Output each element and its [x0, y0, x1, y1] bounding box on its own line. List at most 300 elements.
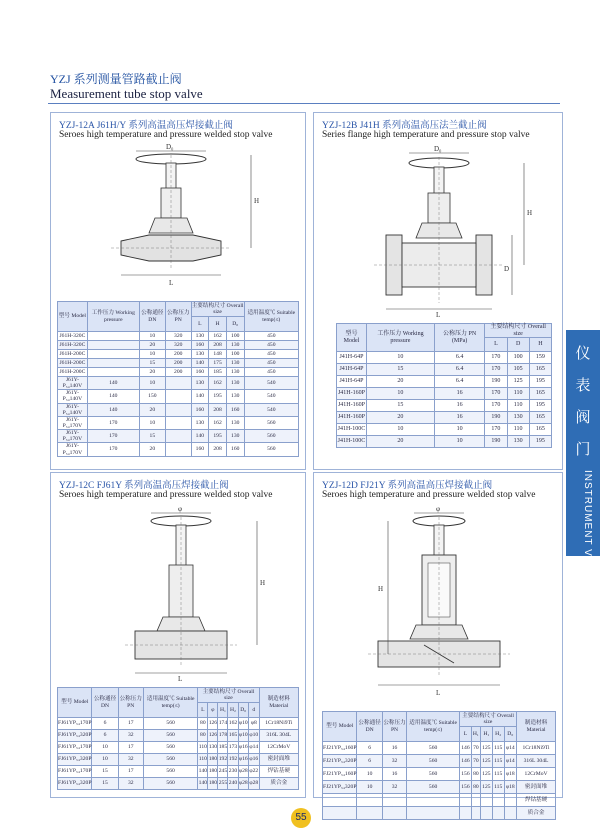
table-cell: 10 — [366, 388, 434, 400]
table-row — [58, 766, 299, 778]
table-cell: 125 — [480, 742, 492, 755]
dim-d0: D₀ — [434, 145, 442, 153]
table-cell — [87, 350, 139, 359]
table-row — [323, 781, 556, 794]
table-cell: 170 — [87, 430, 139, 443]
table-cell: 160 — [191, 341, 209, 350]
table-cell: 320 — [165, 332, 191, 341]
dim-l: L — [436, 311, 441, 318]
table-cell — [459, 807, 471, 820]
table-cell: 15 — [92, 778, 118, 790]
table-cell: 208 — [209, 341, 227, 350]
table-cell: 146 — [459, 755, 471, 768]
table-cell: J61Y-P₅₄170V — [58, 416, 88, 429]
table-cell — [407, 807, 460, 820]
table-cell — [357, 794, 382, 807]
table-cell: 140 — [198, 778, 208, 790]
table-cell: 130 — [226, 390, 244, 403]
col-d: D — [507, 338, 529, 352]
side-tab-label-en: INSTRUMENT VALVES — [582, 470, 593, 593]
table-cell: 10 — [92, 742, 118, 754]
table-cell: J61H-200C — [58, 359, 88, 368]
table-header-cell: D₀ — [504, 727, 517, 742]
table-cell: 560 — [143, 778, 197, 790]
table-cell — [471, 807, 480, 820]
table-cell — [323, 794, 357, 807]
table-cell: FJ21YP₅₄320P — [323, 781, 357, 794]
table-cell: 16 — [382, 742, 406, 755]
col-dn: 公称通径 DN — [357, 712, 382, 742]
table-row — [337, 388, 552, 400]
table-cell: 130 — [226, 359, 244, 368]
table-cell: 160 — [191, 443, 209, 456]
table-cell: 170 — [485, 352, 507, 364]
table-cell: 10 — [366, 424, 434, 436]
table-cell: 32 — [118, 730, 143, 742]
table-cell: φ8 — [249, 718, 260, 730]
table-cell: 195 — [529, 376, 551, 388]
table-cell: 208 — [209, 443, 227, 456]
table-cell — [492, 794, 504, 807]
table-cell: FJ61YP₅₄170P — [58, 742, 92, 754]
table-row — [337, 424, 552, 436]
table-row — [58, 332, 299, 341]
side-tab-char: 门 — [575, 440, 591, 458]
col-model: 型号 Model — [337, 324, 367, 352]
table-cell: 80 — [198, 718, 208, 730]
table-cell: 560 — [143, 730, 197, 742]
table-cell: 32 — [118, 754, 143, 766]
table-cell — [480, 794, 492, 807]
col-overall-size: 主要结构尺寸 Overall size — [198, 688, 259, 703]
table-cell: 6 — [357, 755, 382, 768]
table-cell — [87, 332, 139, 341]
table-cell: 质合金 — [517, 807, 556, 820]
table-cell — [357, 807, 382, 820]
table-cell: 17 — [118, 742, 143, 754]
flange-valve-drawing — [364, 143, 544, 318]
table-row — [58, 778, 299, 790]
table-cell: 160 — [191, 403, 209, 416]
table-cell: 316L 304L — [517, 755, 556, 768]
table-cell: φ16 — [249, 754, 260, 766]
table-cell: φ14 — [249, 742, 260, 754]
table-row — [337, 376, 552, 388]
table-cell: 20 — [366, 376, 434, 388]
table-cell: 255 — [218, 778, 228, 790]
table-cell: J41H-64P — [337, 352, 367, 364]
table-cell: 125 — [480, 755, 492, 768]
table-header-cell: L — [198, 703, 208, 718]
table-cell: 15 — [139, 430, 165, 443]
col-pn: 公称压力 PN — [165, 302, 191, 332]
col-pn: 公称压力 PN — [382, 712, 406, 742]
table-cell: 105 — [507, 364, 529, 376]
table-cell: J41H-160P — [337, 400, 367, 412]
table-row — [58, 377, 299, 390]
table-cell: 165 — [529, 412, 551, 424]
table-row — [323, 742, 556, 755]
table-cell: 156 — [459, 768, 471, 781]
table-cell: 6.4 — [434, 352, 484, 364]
table-cell: 195 — [529, 400, 551, 412]
table-cell: 200 — [165, 368, 191, 377]
table-row — [58, 302, 299, 317]
table-row — [323, 768, 556, 781]
col-working-pressure: 工作压力 Working pressure — [366, 324, 434, 352]
table-cell: 32 — [382, 755, 406, 768]
welded-stop-valve-drawing — [121, 505, 281, 683]
table-cell — [87, 359, 139, 368]
table-cell: 200 — [165, 359, 191, 368]
table-cell: J61H-200C — [58, 350, 88, 359]
table-cell: φ10 — [238, 730, 249, 742]
table-cell: 175 — [209, 359, 227, 368]
table-cell: 560 — [143, 742, 197, 754]
table-cell: 130 — [208, 742, 218, 754]
col-dn: 公称通径 DN — [139, 302, 165, 332]
panel-yzj-12d — [313, 472, 563, 816]
table-cell: 10 — [139, 332, 165, 341]
table-cell: 12CrMoV — [517, 768, 556, 781]
table-cell: 190 — [485, 376, 507, 388]
table-cell: 焊钴基硬 — [259, 766, 298, 778]
dim-h: H — [527, 209, 533, 217]
table-cell: 12CrMoV — [259, 742, 298, 754]
table-cell: 150 — [139, 390, 165, 403]
table-cell: 16 — [434, 412, 484, 424]
table-row — [337, 324, 552, 338]
table-cell: J61Y-P₅₄170V — [58, 430, 88, 443]
table-cell: 450 — [244, 332, 298, 341]
table-row — [58, 368, 299, 377]
welded-valve-drawing — [111, 143, 281, 293]
table-row — [337, 352, 552, 364]
table-cell: 208 — [209, 403, 227, 416]
table-cell: 230 — [228, 766, 238, 778]
table-cell: J61H-320C — [58, 341, 88, 350]
table-cell: 20 — [139, 403, 165, 416]
section-title-cn: YZJ 系列测量管路截止阀 — [50, 72, 182, 86]
table-cell: 15 — [366, 400, 434, 412]
table-cell: φ10 — [238, 718, 249, 730]
side-tab-char: 阀 — [575, 408, 591, 426]
panel-title: YZJ-12B J41H 系列高温高压法兰截止阀 — [322, 121, 487, 131]
table-cell — [165, 403, 191, 416]
spec-table — [57, 687, 299, 790]
table-cell: 130 — [191, 377, 209, 390]
table-cell: 110 — [198, 742, 208, 754]
table-cell: J61H-200C — [58, 368, 88, 377]
side-tab-char: 仪 — [575, 344, 591, 362]
table-cell: φ28 — [238, 778, 249, 790]
col-temp: 适用温度℃ Suitable temp(≤) — [407, 712, 460, 742]
table-cell: 32 — [118, 778, 143, 790]
table-cell: 170 — [485, 424, 507, 436]
table-cell: φ10 — [249, 730, 260, 742]
table-cell: 450 — [244, 359, 298, 368]
table-cell: 160 — [226, 403, 244, 416]
panel-subtitle: Seroes high temperature and pressure welded stop valve — [59, 130, 273, 140]
table-row — [58, 754, 299, 766]
table-cell: 560 — [143, 754, 197, 766]
table-cell: 180 — [208, 778, 218, 790]
table-cell: 192 — [228, 754, 238, 766]
table-cell: 20 — [366, 412, 434, 424]
table-cell: 125 — [480, 768, 492, 781]
table-cell: 190 — [485, 412, 507, 424]
table-cell: 560 — [244, 443, 298, 456]
table-cell: 450 — [244, 341, 298, 350]
table-cell: 130 — [191, 416, 209, 429]
table-cell: φ14 — [504, 755, 517, 768]
table-cell: 15 — [139, 359, 165, 368]
table-cell: J41H-64P — [337, 376, 367, 388]
table-row — [58, 359, 299, 368]
table-row — [337, 400, 552, 412]
table-cell: 10 — [92, 754, 118, 766]
table-cell: 170 — [87, 443, 139, 456]
table-cell: φ18 — [504, 781, 517, 794]
table-cell: 32 — [382, 781, 406, 794]
table-header-cell: d — [249, 703, 260, 718]
table-row — [58, 403, 299, 416]
table-cell: 185 — [218, 742, 228, 754]
table-cell: 110 — [198, 754, 208, 766]
table-cell: 560 — [143, 718, 197, 730]
table-cell: 115 — [492, 768, 504, 781]
table-cell: J61Y-P₅₄140V — [58, 390, 88, 403]
table-cell: 125 — [507, 376, 529, 388]
table-cell: 10 — [366, 352, 434, 364]
table-cell: 450 — [244, 368, 298, 377]
table-cell: 140 — [191, 430, 209, 443]
table-cell: J61H-320C — [58, 332, 88, 341]
table-cell: 16 — [382, 768, 406, 781]
col-temp: 适用温度℃ Suitable temp(≤) — [143, 688, 197, 718]
table-cell: 159 — [529, 352, 551, 364]
dim-d0: D₀ — [166, 143, 174, 151]
table-cell: φ28 — [238, 766, 249, 778]
spec-table — [322, 711, 556, 820]
table-cell: J61Y-P₅₄170V — [58, 443, 88, 456]
col-overall-size: 主要结构尺寸 Overall size — [191, 302, 244, 315]
table-cell — [382, 807, 406, 820]
dim-l: L — [178, 675, 183, 683]
table-cell: 10 — [434, 424, 484, 436]
table-cell: FJ61YP₅₄170P — [58, 718, 92, 730]
table-cell: 165 — [529, 364, 551, 376]
table-row — [58, 730, 299, 742]
table-cell: 密封面堆 — [259, 754, 298, 766]
table-cell: 130 — [226, 377, 244, 390]
table-cell: 6 — [92, 730, 118, 742]
table-cell: 6.4 — [434, 364, 484, 376]
table-cell: φ16 — [238, 742, 249, 754]
table-cell: 130 — [507, 436, 529, 448]
dim-h: H — [378, 585, 384, 593]
dim-h: H — [254, 197, 260, 205]
table-header-cell: φ — [208, 703, 218, 718]
table-cell: 6 — [92, 718, 118, 730]
spec-table — [336, 323, 552, 448]
table-cell: 110 — [507, 424, 529, 436]
table-cell: FJ61YP₅₄170P — [58, 766, 92, 778]
col-material: 制造材料 Material — [259, 688, 298, 718]
table-cell: FJ21YP₅₄160P — [323, 768, 357, 781]
table-row — [323, 794, 556, 807]
table-cell: 70 — [471, 755, 480, 768]
dim-phi: φ — [436, 505, 441, 513]
table-cell: 540 — [244, 390, 298, 403]
table-cell: 质合金 — [259, 778, 298, 790]
table-cell: 162 — [209, 377, 227, 390]
table-cell — [459, 794, 471, 807]
col-h: H — [529, 338, 551, 352]
panel-yzj-12c — [50, 472, 306, 798]
table-cell: 130 — [507, 412, 529, 424]
dim-phi: φ — [178, 505, 183, 513]
table-cell: 80 — [198, 730, 208, 742]
table-cell: 16 — [434, 388, 484, 400]
table-row — [323, 807, 556, 820]
dim-l: L — [169, 279, 174, 287]
header-divider — [48, 103, 560, 104]
table-row — [58, 688, 299, 703]
table-cell — [504, 807, 517, 820]
table-cell — [471, 794, 480, 807]
table-cell: 20 — [139, 443, 165, 456]
table-cell: 148 — [209, 350, 227, 359]
table-cell: 162 — [228, 718, 238, 730]
table-cell: 6 — [357, 742, 382, 755]
table-cell: 17 — [118, 718, 143, 730]
panel-subtitle: Series flange high temperature and pressure stop valve — [322, 130, 530, 140]
table-cell: 540 — [244, 377, 298, 390]
panel-subtitle: Seroes high temperature and pressure welded stop valve — [322, 490, 536, 500]
table-cell: 70 — [471, 742, 480, 755]
col-pn: 公称压力 PN — [118, 688, 143, 718]
table-cell: 10 — [357, 781, 382, 794]
col-overall-size: 主要结构尺寸 Overall size — [459, 712, 516, 727]
table-cell — [165, 443, 191, 456]
table-cell — [407, 794, 460, 807]
table-row — [337, 436, 552, 448]
panel-title: YZJ-12A J61H/Y 系列高温高压焊接截止阀 — [59, 121, 233, 131]
table-cell: 240 — [228, 778, 238, 790]
col-h: H — [209, 317, 227, 332]
table-cell: 146 — [459, 742, 471, 755]
table-cell: 174 — [218, 718, 228, 730]
table-cell: 100 — [226, 332, 244, 341]
table-cell: 178 — [218, 730, 228, 742]
table-cell: J41H-160P — [337, 412, 367, 424]
table-header-cell: D₀ — [238, 703, 249, 718]
spec-table — [57, 301, 299, 457]
table-cell: 20 — [139, 341, 165, 350]
table-cell: 560 — [407, 742, 460, 755]
table-header-cell: H₁ — [218, 703, 228, 718]
table-row — [337, 364, 552, 376]
panel-yzj-12a — [50, 112, 306, 470]
table-cell: 162 — [209, 332, 227, 341]
table-cell: 180 — [208, 754, 218, 766]
table-header-cell: H₁ — [480, 727, 492, 742]
table-cell: 130 — [191, 332, 209, 341]
table-cell — [492, 807, 504, 820]
table-cell: 180 — [208, 766, 218, 778]
table-cell: 126 — [208, 718, 218, 730]
table-cell: J41H-100C — [337, 424, 367, 436]
table-cell — [382, 794, 406, 807]
col-pn: 公称压力 PN (MPa) — [434, 324, 484, 352]
panel-yzj-12b — [313, 112, 563, 470]
table-cell: φ22 — [249, 766, 260, 778]
col-dn: 公称通径 DN — [92, 688, 118, 718]
table-cell — [87, 341, 139, 350]
side-category-tab — [566, 330, 600, 593]
table-cell: 115 — [492, 781, 504, 794]
table-cell: 密封面堆 — [517, 781, 556, 794]
table-cell: φ16 — [238, 754, 249, 766]
table-cell: 115 — [492, 742, 504, 755]
table-cell: 80 — [471, 781, 480, 794]
table-cell: 192 — [218, 754, 228, 766]
col-temp: 适用温度℃ Suitable temp(≤) — [244, 302, 298, 332]
table-cell: 80 — [471, 768, 480, 781]
table-cell: 6.4 — [434, 376, 484, 388]
table-header-cell: H₂ — [492, 727, 504, 742]
table-header-cell: L — [459, 727, 471, 742]
table-cell: 185 — [209, 368, 227, 377]
table-cell: φ18 — [504, 768, 517, 781]
table-cell: J41H-64P — [337, 364, 367, 376]
table-row — [58, 430, 299, 443]
table-cell: 10 — [357, 768, 382, 781]
col-l: L — [191, 317, 209, 332]
table-cell: 125 — [480, 781, 492, 794]
table-cell: 130 — [191, 350, 209, 359]
table-cell: 160 — [226, 443, 244, 456]
table-cell: φ14 — [504, 742, 517, 755]
table-cell: 20 — [139, 368, 165, 377]
table-cell: 170 — [485, 388, 507, 400]
table-cell: 160 — [191, 368, 209, 377]
table-cell — [504, 794, 517, 807]
table-cell: 20 — [366, 436, 434, 448]
table-cell: 190 — [485, 436, 507, 448]
table-cell: 165 — [228, 730, 238, 742]
table-cell: 15 — [92, 766, 118, 778]
table-cell: 16 — [434, 400, 484, 412]
table-cell: J61Y-P₅₄140V — [58, 377, 88, 390]
table-cell: FJ61YP₅₄320P — [58, 754, 92, 766]
table-cell: 195 — [209, 390, 227, 403]
col-model: 型号 Model — [58, 688, 92, 718]
table-row — [58, 416, 299, 429]
table-cell: 10 — [139, 350, 165, 359]
table-cell: 560 — [244, 416, 298, 429]
table-row — [58, 390, 299, 403]
panel-title: YZJ-12D FJ21Y 系列高温高压焊接截止阀 — [322, 481, 493, 491]
table-cell: 156 — [459, 781, 471, 794]
table-cell: 540 — [244, 403, 298, 416]
table-cell: 110 — [507, 400, 529, 412]
table-cell: 130 — [226, 430, 244, 443]
table-cell: 200 — [165, 350, 191, 359]
page-number: 55 — [291, 808, 311, 828]
table-row — [337, 412, 552, 424]
